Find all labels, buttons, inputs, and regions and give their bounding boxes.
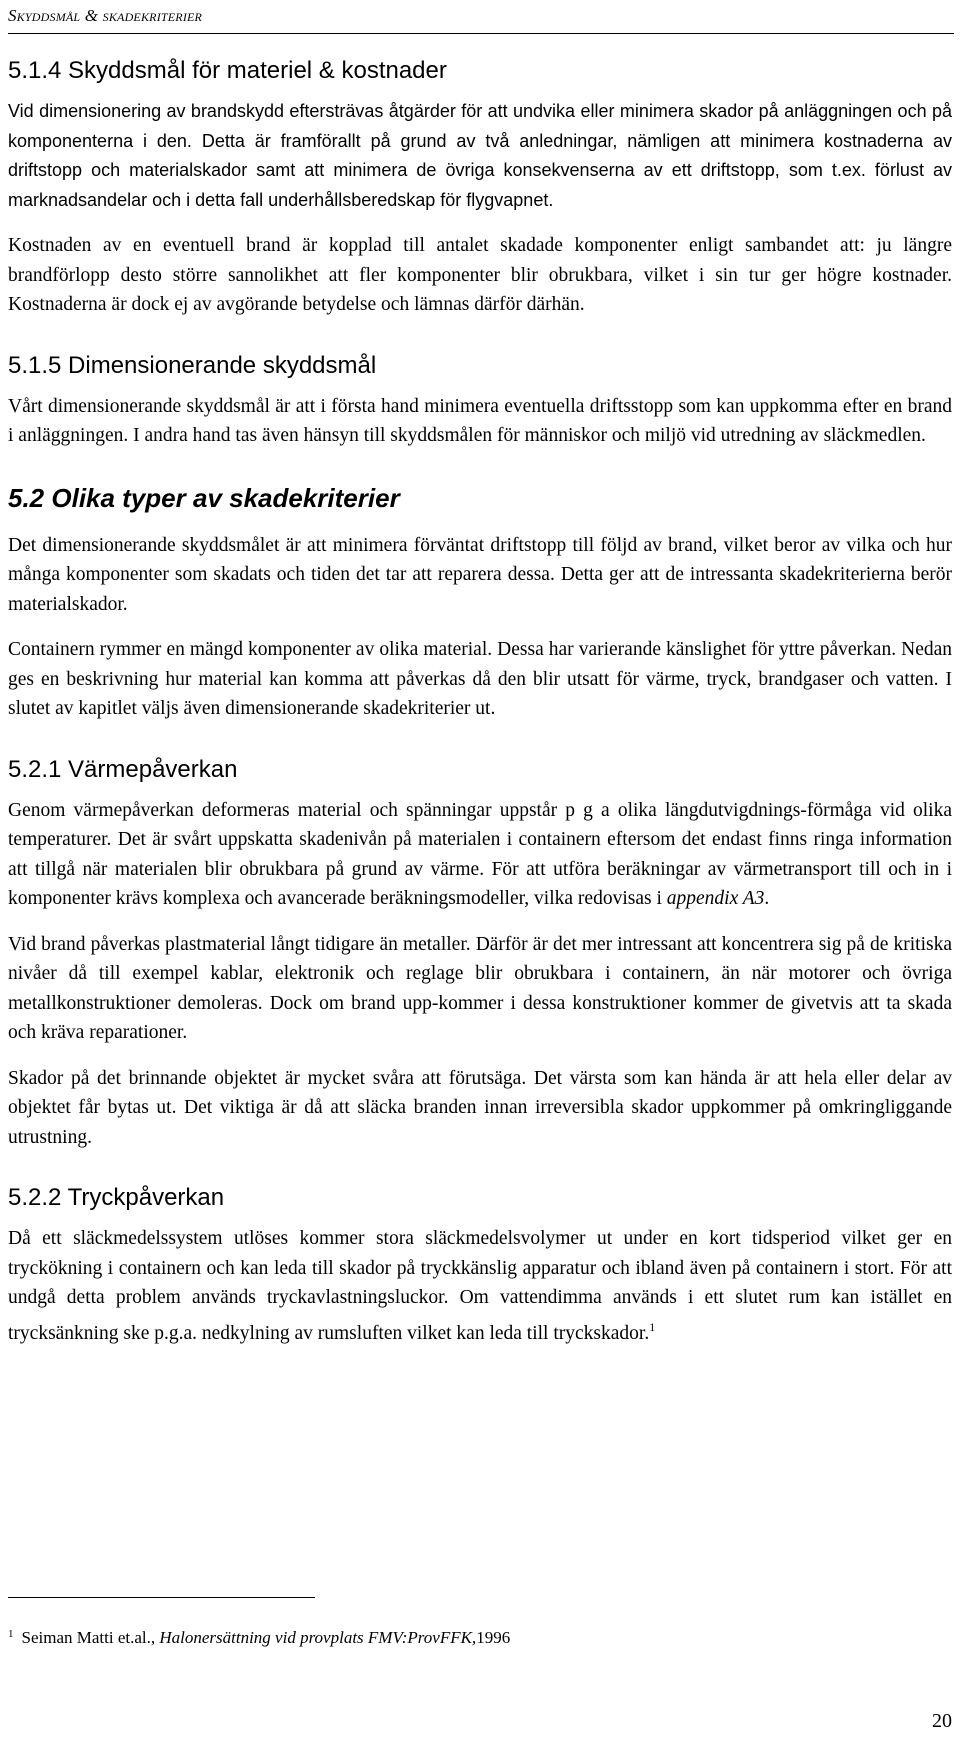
paragraph-5-1-4-1: Vid dimensionering av brandskydd eftersträvas åtgärder för att undvika eller minimera skador på anläggningen och på komponenterna i den. Detta är framförallt på grund av två anledningar, nämligen att minimera kostnaderna av driftstopp och materialskador samt att minimera de övriga konsekvenserna av ett driftstopp, som t.ex. förlust av marknadsandelar och i detta fall underhållsberedskap för flygvapnet. <box>8 101 952 210</box>
paragraph-5-2-1-1-end: . <box>764 888 770 909</box>
heading-5-2-1: 5.2.1 Värmepåverkan <box>8 755 238 783</box>
paragraph-5-2-2-1 <box>8 1224 952 1348</box>
running-header <box>8 6 202 26</box>
heading-5-2-2: 5.2.2 Tryckpåverkan <box>8 1184 225 1211</box>
footnote-rule <box>8 1597 315 1598</box>
paragraph-5-2-2: Containern rymmer en mängd komponenter av olika material. Dessa har varierande känslighet för yttre påverkan. Nedan ges en beskrivning hur material kan komma att påverkas då den blir utsatt för värme, tryck, brandgaser och vatten. I slutet av kapitlet väljs även dimensionerande skadekriterier ut. <box>8 639 952 719</box>
footnote-year: 1996 <box>476 1628 511 1647</box>
paragraph-5-2-1-1-text: Genom värmepåverkan deformeras material och spänningar uppstår p g a olika längdutvigdnings-förmåga vid olika temperaturer. Det är svårt uppskatta skadenivån på materialen i containern eftersom det endast finns ringa information att tillgå när materialen blir obrukbara på grund av värme. För att utföra beräkningar av värmetransport till och in i komponenter krävs komplexa och avancerade beräkningsmodeller, vilka redovisas i <box>8 799 952 909</box>
heading-5-2: 5.2 Olika typer av skadekriterier <box>8 482 400 513</box>
footnote-number: 1 <box>8 1628 14 1640</box>
paragraph-5-1-4-2: Kostnaden av en eventuell brand är kopplad till antalet skadade komponenter enligt sambandet att: ju längre brandförlopp desto större sannolikhet att fler komponenter blir obrukbara, vilket i sin tur ger högre kostnader. Kostnaderna är dock ej av avgörande betydelse och lämnas därför därhän. <box>8 235 952 315</box>
footnote-title: Halonersättning vid provplats FMV:ProvFFK, <box>159 1628 477 1647</box>
appendix-reference: appendix A3 <box>666 888 765 909</box>
footnote-author: Seiman Matti et.al., <box>21 1628 160 1647</box>
page-content <box>8 55 952 1348</box>
heading-5-1-5: 5.1.5 Dimensionerande skyddsmål <box>8 351 377 379</box>
paragraph-5-2-1-2: Vid brand påverkas plastmaterial långt tidigare än metaller. Därför är det mer intressant att koncentrera sig på de kritiska nivåer då till exempel kablar, elektronik och reglage blir obrukbara i containern, än när motorer och övriga metallkonstruktioner demoleras. Dock om brand upp-kommer i dessa konstruktioner kommer de givetvis att ta skada och kräva reparationer. <box>8 933 952 1043</box>
paragraph-5-2-2-1-text: Då ett släckmedelssystem utlöses kommer stora släckmedelsvolymer ut under en kort tidsperiod vilket ger en tryckökning i containern och kan leda till skador på tryckkänslig apparatur och ibland även på containern i stort. För att undgå detta problem används tryckavlastningsluckor. Om vattendimma används i ett slutet rum kan istället en trycksänkning ske p.g.a. nedkylning av rumsluften vilket kan leda till tryckskador. <box>8 1228 952 1344</box>
footnote-marker: 1 <box>649 1319 656 1334</box>
paragraph-5-2-1: Det dimensionerande skyddsmålet är att minimera förväntat driftstopp till följd av brand, vilket beror av vilka och hur många komponenter som skadats och tiden det tar att reparera dessa. Detta ger att de intressanta skadekriterierna berör materialskador. <box>8 534 952 615</box>
heading-5-1-4: 5.1.4 Skyddsmål för materiel & kostnader <box>8 57 447 84</box>
header-rule <box>8 33 954 34</box>
footnote <box>8 1628 510 1648</box>
paragraph-5-2-1-3: Skador på det brinnande objektet är mycket svåra att förutsäga. Det värsta som kan hända är att hela eller delar av objektet får bytas ut. Det viktiga är då att släcka branden innan irreversibla skador uppkommer på omkringliggande utrustning. <box>8 1067 952 1148</box>
paragraph-5-1-5-1: Vårt dimensionerande skyddsmål är att i första hand minimera eventuella driftsstopp som kan uppkomma efter en brand i anläggningen. I andra hand tas även hänsyn till skyddsmålen för människor och miljö vid utredning av släckmedlen. <box>8 395 952 446</box>
running-header-title: Skyddsmål & skadekriterier <box>8 6 203 25</box>
page-number: 20 <box>932 1710 952 1732</box>
paragraph-5-2-1-1 <box>8 796 952 914</box>
